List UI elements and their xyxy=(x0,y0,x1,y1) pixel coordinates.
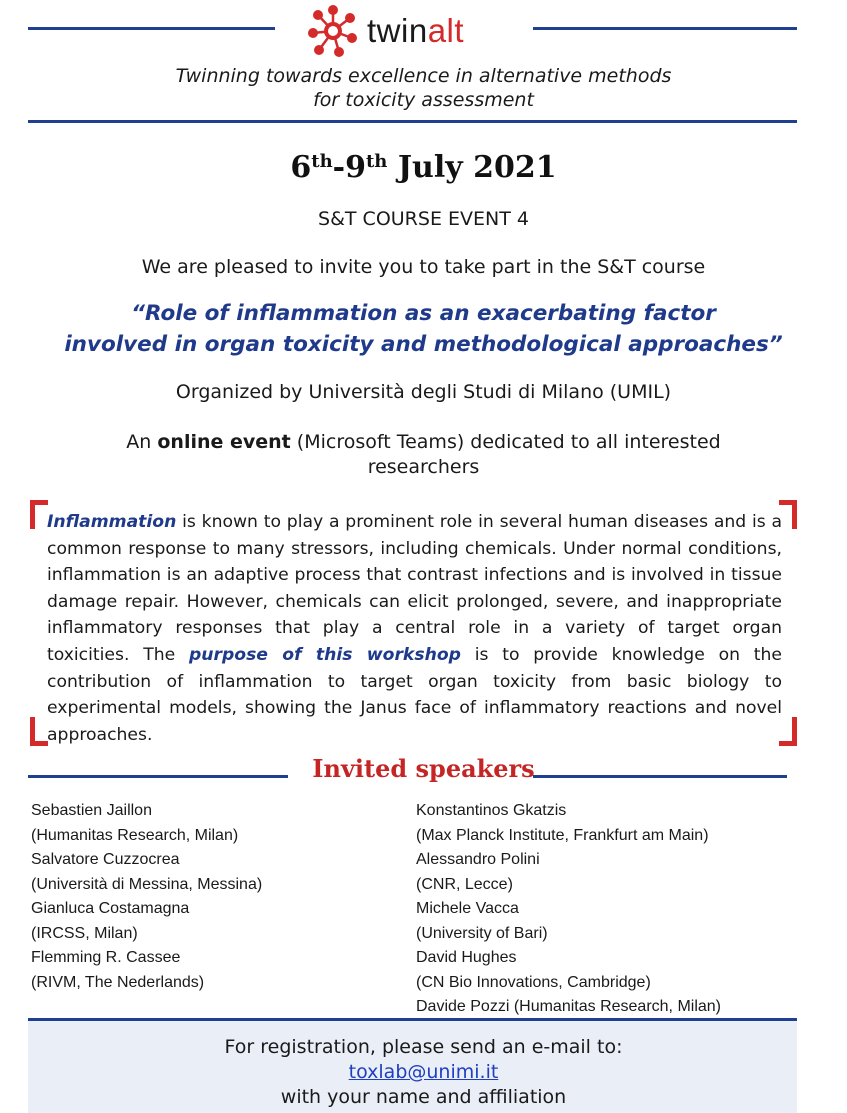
tagline-line2: for toxicity assessment xyxy=(313,89,534,111)
speaker-right-line: Michele Vacca xyxy=(416,900,519,917)
organizer-text: Organized by Università degli Studi di Milano (UMIL) xyxy=(175,381,672,403)
date-month-year: July 2021 xyxy=(387,150,557,185)
date-day-start: 6 xyxy=(290,150,312,185)
invitation-text: We are pleased to invite you to take part in the S&T course xyxy=(141,256,706,278)
speaker-right-line: (Max Planck Institute, Frankfurt am Main) xyxy=(416,826,709,844)
date-suffix-end: th xyxy=(365,151,388,172)
logo-text-primary: twin xyxy=(367,12,428,49)
tagline-line1: Twinning towards excellence in alternative methods xyxy=(175,65,672,87)
date-day-end: 9 xyxy=(345,150,366,185)
registration-email-link[interactable]: toxlab@unimi.it xyxy=(348,1061,499,1083)
speakers-right-column xyxy=(416,799,721,1020)
speaker-right-line: (CN Bio Innovations, Cambridge) xyxy=(416,973,651,991)
speaker-right-line: David Hughes xyxy=(416,949,517,966)
molecule-ring-icon xyxy=(305,4,361,58)
course-title-line2: involved in organ toxicity and methodological approaches” xyxy=(64,332,783,357)
speakers-left-column xyxy=(31,799,262,995)
online-prefix: An xyxy=(126,431,158,453)
speakers-heading: Invited speakers xyxy=(312,754,535,783)
speaker-left-line: Gianluca Costamagna xyxy=(31,900,190,917)
date-separator: - xyxy=(332,150,346,185)
speaker-right-line: (CNR, Lecce) xyxy=(416,875,513,893)
speaker-right-line: Davide Pozzi (Humanitas Research, Milan) xyxy=(416,998,721,1015)
registration-line3: with your name and affiliation xyxy=(280,1086,567,1108)
speaker-left-line: (IRCSS, Milan) xyxy=(31,924,138,942)
online-event-text xyxy=(0,430,847,480)
speaker-right-line: (University of Bari) xyxy=(416,924,548,942)
tagline xyxy=(0,64,847,112)
description-highlight-inflammation: Inflammation xyxy=(47,512,177,532)
speaker-left-line: (Humanitas Research, Milan) xyxy=(31,826,239,844)
online-bold: online event xyxy=(157,431,291,453)
speaker-left-line: Flemming R. Cassee xyxy=(31,949,181,966)
speaker-left-line: Salvatore Cuzzocrea xyxy=(31,851,180,868)
speaker-right-line: Alessandro Polini xyxy=(416,851,540,868)
online-event-line1 xyxy=(0,430,847,455)
online-event-line2: researchers xyxy=(367,456,480,478)
registration-line1: For registration, please send an e-mail to: xyxy=(224,1036,623,1058)
online-suffix: (Microsoft Teams) dedicated to all interested xyxy=(290,431,721,453)
bracket-top-left xyxy=(30,500,48,529)
registration-email-line xyxy=(0,1061,847,1083)
header-rule-right xyxy=(533,27,797,30)
bracket-bottom-left xyxy=(30,717,48,746)
twinalt-logo xyxy=(305,4,535,58)
header-rule-left xyxy=(28,27,275,30)
date-suffix-start: th xyxy=(311,151,333,172)
event-date xyxy=(0,150,847,185)
course-event-label: S&T COURSE EVENT 4 xyxy=(318,208,529,230)
description-part2: is to provide knowledge on the contribution of inflammation to target organ toxicity from basic biology to experimental models, showing the Janus face of inflammatory reactions and novel approaches. xyxy=(47,644,782,745)
logo-wordmark xyxy=(367,12,464,50)
speaker-left-line: (Università di Messina, Messina) xyxy=(31,875,263,893)
course-title-line1: “Role of inflammation as an exacerbating factor xyxy=(131,301,716,326)
course-title xyxy=(0,298,847,360)
speaker-left-line: (RIVM, The Nederlands) xyxy=(31,973,205,991)
description-paragraph xyxy=(47,509,782,748)
speaker-right-line: Konstantinos Gkatzis xyxy=(416,802,567,819)
tagline-rule xyxy=(28,120,797,123)
description-highlight-purpose: purpose of this workshop xyxy=(188,644,461,665)
logo-text-accent: alt xyxy=(427,12,465,49)
description-part1: is known to play a prominent role in several human diseases and is a common response to many stressors, including chemicals. Under normal conditions, inflammation is an adaptive process that contrast infections and is involved in tissue damage repair. However, chemicals can elicit prolonged, severe, and inappropriate inflammatory responses that play a central role in a variety of target organ toxicities. The xyxy=(47,512,782,665)
speaker-left-line: Sebastien Jaillon xyxy=(31,802,152,819)
